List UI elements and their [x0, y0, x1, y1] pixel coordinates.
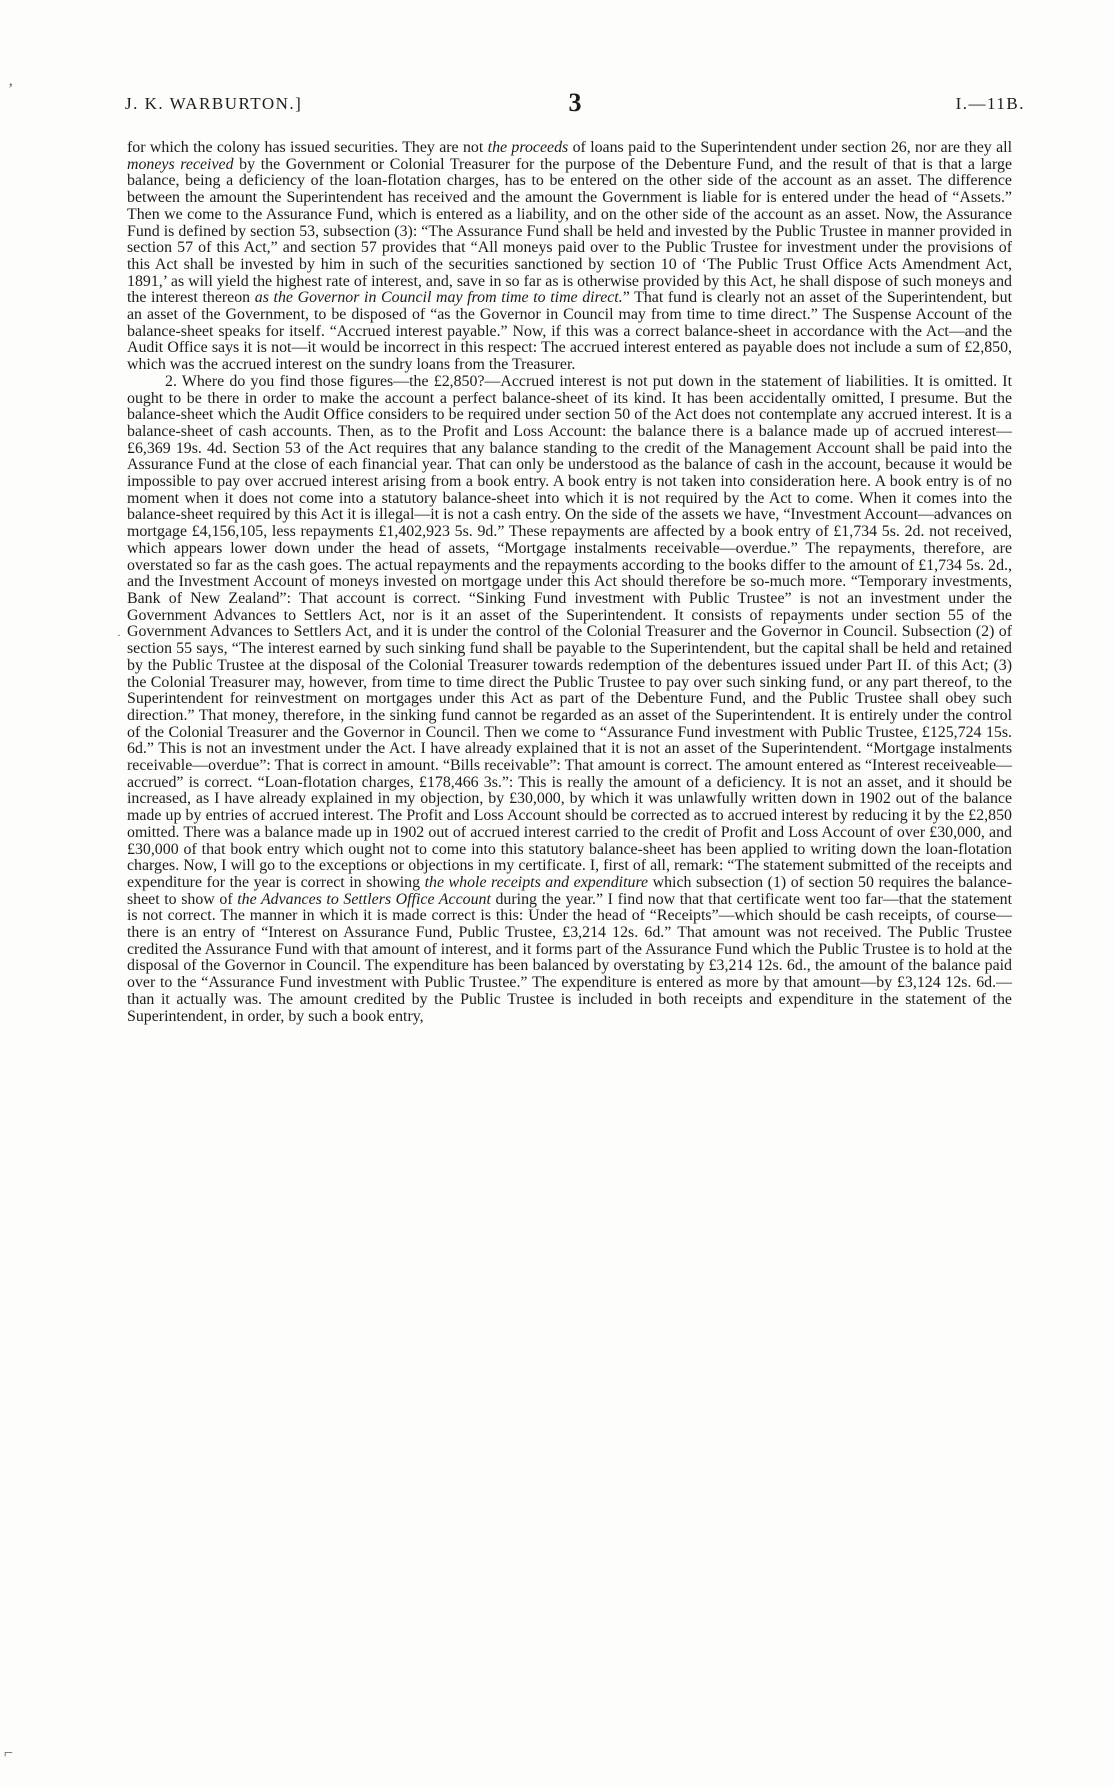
document-reference: I.—11B. [955, 94, 1025, 113]
text-run: which subsection (1) of section 50 requires the balance-sheet to show of [127, 873, 1012, 908]
page-number: 3 [568, 88, 582, 117]
text-run: 2. Where do you find those figures—the £2,850?—Accrued interest is not put down in the statement of liabilities. It is omitted. It ought to be there in order to make the account a perfect balance-sheet of its kind. It has been accidentally omitted, I presume. But the balance-sheet which the Audit Office considers to be required under section 50 of the Act does not contemplate any accrued interest. It is a balance-sheet of cash accounts. Then, as to the Profit and Loss Account: the balance there is a balance made up of accrued interest—£6,369 19s. 4d. Section 53 of the Act requires that any balance standing to the credit of the Management Account shall be paid into the Assurance Fund at the close of each financial year. That can only be understood as the balance of cash in the account, because it would be impossible to pay over accrued interest arising from a book entry. A book entry is not taken into consideration here. A book entry is of no moment when it does not come into a statutory balance-sheet into which it is not required by the Act to come. When it comes into the balance-sheet required by this Act it is illegal—it is not a cash entry. On the side of the assets we have, “Investment Account—advances on mortgage £4,156,105, less repayments £1,402,923 5s. 9d.” These repayments are affected by a book entry of £1,734 5s. 2d. not received, which appears lower down under the head of assets, “Mortgage instalments receivable—overdue.” The repayments, therefore, are overstated so far as the cash goes. The actual repayments and the repayments according to the books differ to the amount of £1,734 5s. 2d., and the Investment Account of moneys invested on mortgage under this Act should therefore be so-much more. “Temporary investments, Bank of New Zealand”: That account is correct. “Sinking Fund investment with Public Trustee” is not an investment under the Government Advances to Settlers Act, nor is it an asset of the Superintendent. It consists of repayments under section 55 of the Government Advances to Settlers Act, and it is under the control of the Colonial Treasurer and the Governor in Council. Subsection (2) of section 55 says, “The interest earned by such sinking fund shall be payable to the Superintendent, but the capital shall be held and retained by the Public Trustee at the disposal of the Colonial Treasurer towards redemption of the debentures issued under Part II. of this Act; (3) the Colonial Treasurer may, however, from time to time direct the Public Trustee to pay over such sinking fund, or any part thereof, to the Superintendent for reinvestment on mortgages under this Act as part of the Debenture Fund, and the Public Trustee shall obey such direction.” That money, therefore, in the sinking fund cannot be regarded as an asset of the Superintendent. It is entirely under the control of the Colonial Treasurer and the Governor in Council. Then we come to “Assurance Fund investment with Public Trustee, £125,724 15s. 6d.” This is not an investment under the Act. I have already explained that it is not an asset of the Superintendent. “Mortgage instalments receivable—overdue”: That is correct in amount. “Bills receivable”: That amount is correct. The amount entered as “Interest receiveable—accrued” is correct. “Loan-flotation charges, £178,466 3s.”: This is really the amount of a deficiency. It is not an asset, and it should be increased, as I have already explained in my objection, by £30,000, by which it was unlawfully written down in 1902 out of the balance made up by entries of accrued interest. The Profit and Loss Account should be corrected as to accrued interest by reducing it by the £2,850 omitted. There was a balance made up in 1902 out of accrued interest carried to the credit of Profit and Loss Account of over £30,000, and £30,000 of that book entry which ought not to come into this statutory balance-sheet has been applied to writing down the loan-flotation charges. Now, I will go to the exceptions or objections in my certificate. I, first of all, remark: “The statement submitted of the receipts and expenditure for the year is correct in showing [127, 372, 1012, 891]
italic-run: moneys received [127, 155, 234, 173]
italic-run: the whole receipts and expenditure [424, 873, 649, 891]
header-author: J. K. WARBURTON.] [125, 94, 303, 113]
scan-mark-margin: · [117, 628, 121, 642]
italic-run: the proceeds [487, 139, 569, 156]
text-run: ” That fund is clearly not an asset of the Superintendent, but an asset of the Government, to be disposed of “as the Governor in Council may from time to time direct.” The Suspense Account of the balance-sheet speaks for itself. “Accrued interest payable.” Now, if this was a correct balance-sheet in accordance with the Act—and the Audit Office says it is not—it would be incorrect in this respect: The accrued interest entered as payable does not include a sum of £2,850, which was the accrued interest on the sundry loans from the Treasurer. [127, 289, 1012, 374]
text-run: by the Government or Colonial Treasurer for the purpose of the Debenture Fund, and the result of that is that a large balance, being a deficiency of the loan-flotation charges, has to be entered on the other side of the account as an asset. The difference between the amount the Superintendent has received and the amount the Government is liable for is entered under the head of “Assets.” Then we come to the Assurance Fund, which is entered as a liability, and on the other side of the account as an asset. Now, the Assurance Fund is defined by section 53, subsection (3): “The Assurance Fund shall be held and invested by the Public Trustee in manner provided in section 57 of this Act,” and section 57 provides that “All moneys paid over to the Public Trustee for investment under the provisions of this Act shall be invested by him in such of the securities sanctioned by section 10 of ‘The Public Trust Office Acts Amendment Act, 1891,’ as will yield the highest rate of interest, and, save in so far as is otherwise provided by this Act, he shall dispose of such moneys and the interest thereon [127, 155, 1012, 307]
paragraph-2 [127, 374, 1012, 1025]
text-run: of loans paid to the Superintendent under section 26, nor are they all [568, 139, 1012, 156]
text-run: during the year.” I find now that that certificate went too far—that the statement is not correct. The manner in which it is made correct is this: Under the head of “Receipts”—which should be cash receipts, of course—there is an entry of “Interest on Assurance Fund, Public Trustee, £3,214 12s. 6d.” That amount was not received. The Public Trustee credited the Assurance Fund with that amount of interest, and it forms part of the Assurance Fund which the Public Trustee is to hold at the disposal of the Governor in Council. The expenditure has been balanced by overstating by £3,214 12s. 6d., the amount of the balance paid over to the “Assurance Fund investment with Public Trustee.” The expenditure is entered as more by that amount—by £3,124 12s. 6d.—than it actually was. The amount credited by the Public Trustee is included in both receipts and expenditure in the statement of the Superintendent, in order, by such a book entry, [127, 890, 1012, 1025]
page-header [125, 88, 1025, 118]
italic-run: the Advances to Settlers Office Account [237, 890, 491, 908]
paragraph-1 [127, 140, 1012, 374]
scan-mark-bottom: ⌐ [4, 1745, 14, 1762]
scan-mark-top: ‚ [8, 72, 14, 89]
italic-run: as the Governor in Council may from time to time direct. [254, 289, 623, 307]
body-text [127, 140, 1012, 1025]
text-run: for which the colony has issued securities. They are not [127, 139, 488, 156]
